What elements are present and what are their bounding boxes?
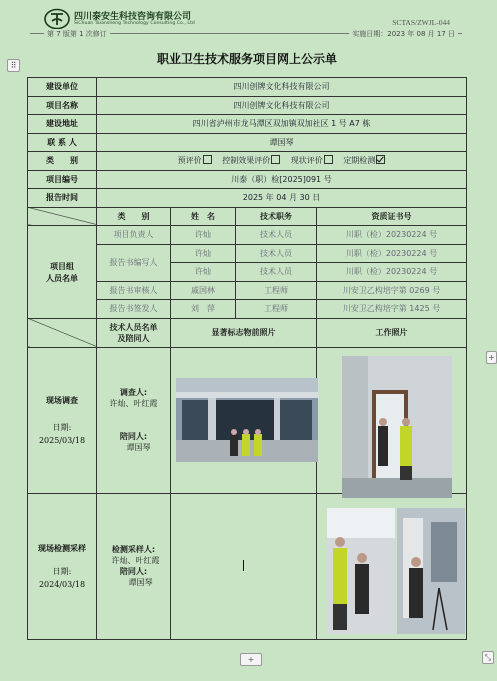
survey-staff-cell [97,347,171,493]
survey-label: 现场调查 [46,394,78,405]
sampling-landmark-cell [171,493,317,639]
members-header-role: 类 别 [97,207,171,226]
photo-corner-cell [28,318,97,347]
survey-date: 2025/03/18 [38,435,86,445]
client-label: 建设单位 [28,78,97,97]
members-header-title: 技术职务 [236,207,317,226]
member-role: 报告书审核人 [97,281,171,300]
category-checkbox[interactable] [271,155,280,164]
member-role: 报告书编写人 [97,244,171,281]
sampling-label-cell [28,493,97,639]
sampling-escort: 谭国琴 [128,578,153,587]
report-time-value: 2025 年 04 月 30 日 [97,189,467,208]
add-column-icon[interactable]: + [486,351,497,364]
member-name: 刘 萍 [171,300,236,319]
member-name: 戚国林 [171,281,236,300]
member-name: 许灿 [171,244,236,263]
category-option: 预评价 [178,156,212,165]
member-cert: 川职（检）20230224 号 [317,226,467,245]
work-photo-header: 工作照片 [317,318,467,347]
page-title: 职业卫生技术服务项目网上公示单 [156,52,337,66]
category-checkbox[interactable] [324,155,333,164]
category-checkbox[interactable] [376,155,385,164]
category-option: 现状评价 [291,156,333,165]
members-corner-cell [28,207,97,226]
company-name-en: SiChuan Taiansheng Technology Consulting Co., Ltd [74,21,195,26]
project-name-value: 四川创牌文化科技有限公司 [97,96,467,115]
project-number-value: 川泰（职）检[2025]091 号 [97,170,467,189]
staff-header: 技术人员名单 及陪同人 [97,318,171,347]
sampling-date-label: 日期: [52,566,72,576]
investigators-label: 调查人: [119,388,148,397]
category-label: 类 别 [28,152,97,171]
resize-handle-icon[interactable]: ⤡ [482,651,494,664]
member-name: 许灿 [171,226,236,245]
project-name-label: 项目名称 [28,96,97,115]
category-checkbox[interactable] [203,155,212,164]
member-role: 报告书签发人 [97,300,171,319]
survey-label-cell [28,347,97,493]
sampling-label: 现场检测采样 [38,542,86,553]
samplers-label: 检测采样人: [111,545,156,554]
member-name: 许灿 [171,263,236,282]
members-header-cert: 资质证书号 [317,207,467,226]
project-number-label: 项目编号 [28,170,97,189]
implementation-date: 实施日期：2023 年 08 月 17 日 [349,29,458,39]
member-title: 工程师 [236,281,317,300]
member-title: 工程师 [236,300,317,319]
report-time-label: 报告时间 [28,189,97,208]
survey-escort: 谭国琴 [126,443,151,452]
building-entrance-photo [176,378,318,462]
sampling-staff-cell [97,493,171,639]
member-role: 项目负责人 [97,226,171,245]
sampling-date: 2024/03/18 [38,579,86,589]
table-move-handle-icon[interactable]: ⠿ [7,59,20,72]
client-value: 四川创牌文化科技有限公司 [97,78,467,97]
category-options [97,152,467,171]
samplers: 许灿、叶红霞 [111,556,160,565]
company-name: 四川泰安生科技咨询有限公司 [74,12,192,22]
members-group-label: 项目组 人员名单 [28,226,97,319]
member-title: 技术人员 [236,263,317,282]
member-cert: 川职（检）20230224 号 [317,263,467,282]
company-logo-icon [44,8,70,30]
add-row-icon[interactable]: + [240,653,262,666]
sampling-work-photo [327,508,465,634]
category-option: 控制效果评价 [222,156,280,165]
text-cursor [243,560,244,571]
survey-date-label: 日期: [52,422,72,432]
member-cert: 川职（检）20230224 号 [317,244,467,263]
interior-work-photo [342,356,452,498]
table-row [28,226,467,245]
investigators: 许灿、叶红霞 [109,399,158,408]
survey-escort-label: 陪同人: [119,432,148,441]
member-cert: 川安卫乙构培字第 1425 号 [317,300,467,319]
contact-value: 谭国琴 [97,133,467,152]
member-cert: 川安卫乙构培字第 0269 号 [317,281,467,300]
landmark-photo-header: 显著标志物前照片 [171,318,317,347]
members-header-name: 姓 名 [171,207,236,226]
member-title: 技术人员 [236,244,317,263]
address-value: 四川省泸州市龙马潭区双加镇双加社区 1 号 A7 栋 [97,115,467,134]
contact-label: 联 系 人 [28,133,97,152]
document-code: SCTAS/ZWJL-044 [392,18,450,27]
address-label: 建设地址 [28,115,97,134]
version-text: 第 7 版第 1 次修订 [44,29,110,39]
member-title: 技术人员 [236,226,317,245]
sampling-escort-label: 陪同人: [119,567,148,576]
category-option: 定期检测 [343,156,385,165]
